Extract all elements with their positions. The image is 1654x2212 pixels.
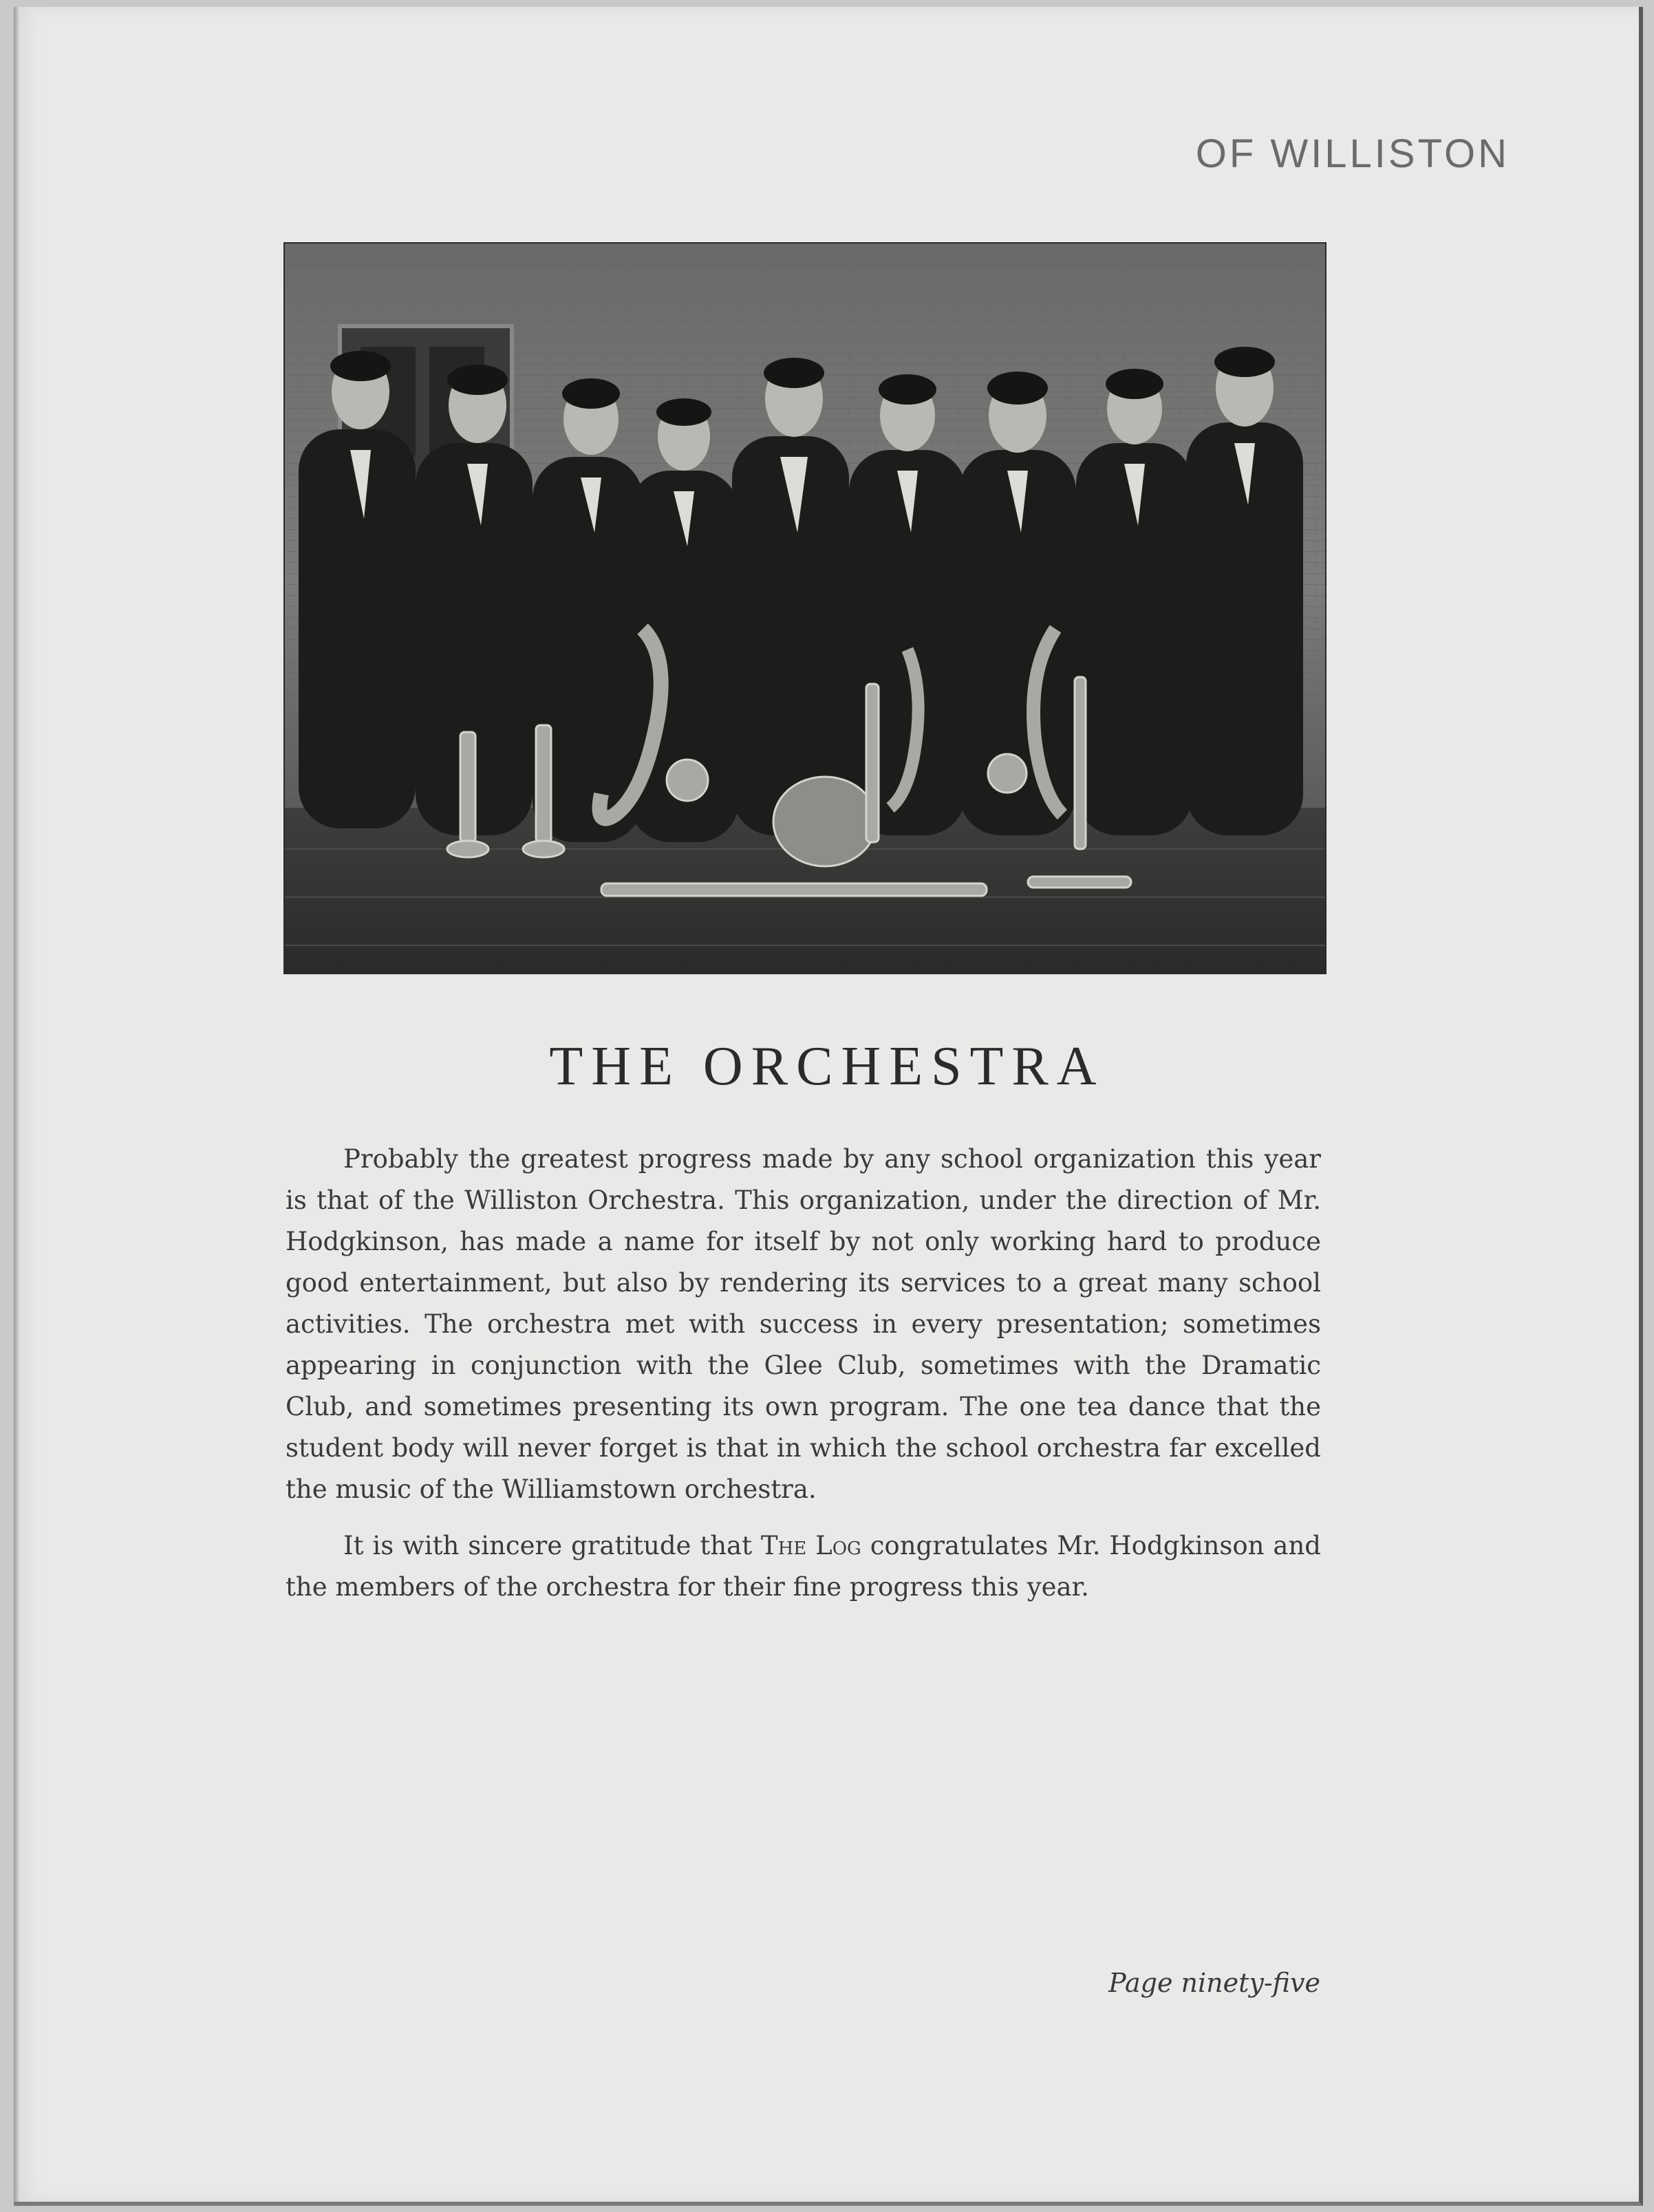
running-head: OF WILLISTON: [1195, 131, 1510, 176]
page-number: Page ninety-five: [1108, 1968, 1320, 1998]
publication-name: The Log: [760, 1531, 861, 1560]
page-title: THE ORCHESTRA: [549, 1036, 1105, 1097]
page-binding-edge: [14, 7, 19, 2202]
article-body: [286, 1139, 1321, 1623]
paragraph-2-rest: congratulates Mr. Hodgkinson and the members of the orchestra for their fine progress this year.: [286, 1531, 1321, 1602]
paragraph-2-lead: It is with sincere gratitude that: [343, 1531, 761, 1560]
orchestra-photo: [283, 242, 1327, 974]
paragraph-2: [286, 1525, 1321, 1608]
orchestra-photo-illustration: [285, 244, 1325, 973]
paragraph-1: Probably the greatest progress made by any school organization this year is that of the Williston Orchestra. This organization, under the direction of Mr. Hodgkinson, has made a name for itself by not only working hard to produce good entertainment, but also by rendering its services to a great many school activities. The orchestra met with success in every presentation; sometimes appearing in conjunction with the Glee Club, sometimes with the Dramatic Club, and sometimes presenting its own program. The one tea dance that the student body will never forget is that in which the school orchestra far excelled the music of the Williamstown orchestra.: [286, 1144, 1321, 1504]
